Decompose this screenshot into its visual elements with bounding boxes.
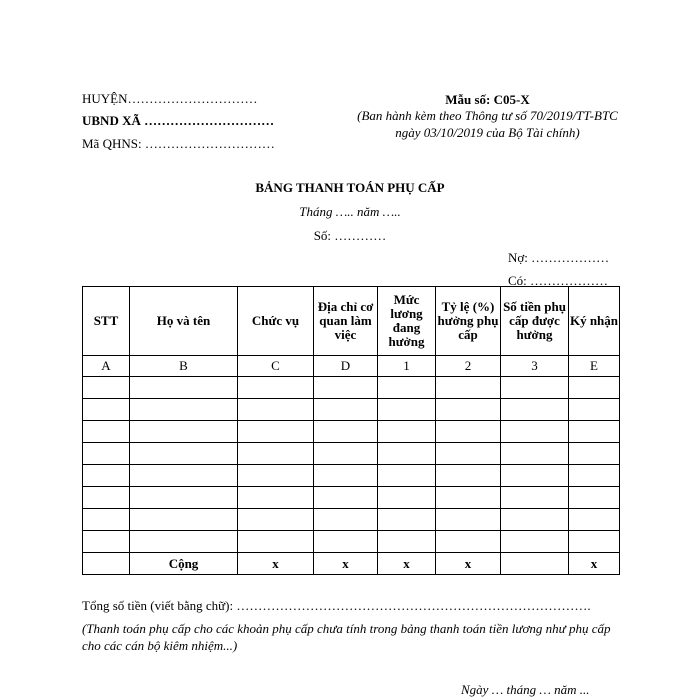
table-cell[interactable]	[314, 421, 378, 443]
table-cell[interactable]	[569, 421, 620, 443]
total-cell: x	[436, 553, 501, 575]
month-year-line: Tháng ….. năm …..	[299, 204, 401, 219]
table-cell[interactable]	[83, 531, 130, 553]
debit-account: Nợ: ………………	[508, 250, 610, 265]
column-code: E	[569, 356, 620, 377]
footnote: (Thanh toán phụ cấp cho các khoản phụ cấp chưa tính trong bảng thanh toán tiền lương như phụ cấp cho các cán bộ kiêm nhiệm...)	[82, 621, 611, 653]
table-cell[interactable]	[130, 531, 238, 553]
date-line: Ngày … tháng … năm ...	[461, 682, 590, 697]
table-cell[interactable]	[501, 377, 569, 399]
table-cell[interactable]	[501, 509, 569, 531]
table-cell[interactable]	[378, 531, 436, 553]
table-cell[interactable]	[436, 421, 501, 443]
table-cell[interactable]	[378, 421, 436, 443]
table-cell[interactable]	[436, 377, 501, 399]
table-cell[interactable]	[569, 399, 620, 421]
allowance-table	[82, 286, 620, 575]
table-cell[interactable]	[314, 443, 378, 465]
table-row	[83, 377, 620, 399]
table-cell[interactable]	[238, 421, 314, 443]
table-cell[interactable]	[501, 443, 569, 465]
commune-line: UBND XÃ …………………………	[82, 113, 275, 128]
table-cell[interactable]	[501, 487, 569, 509]
total-in-words-line: Tổng số tiền (viết bằng chữ): ……………………………………………………………………….	[82, 598, 591, 613]
table-cell[interactable]	[83, 487, 130, 509]
table-cell[interactable]	[569, 377, 620, 399]
table-cell[interactable]	[130, 421, 238, 443]
district-line: HUYỆN…………………………	[82, 91, 258, 106]
table-cell[interactable]	[314, 399, 378, 421]
table-cell[interactable]	[130, 377, 238, 399]
document-number: Số: …………	[313, 228, 387, 243]
table-cell[interactable]	[378, 487, 436, 509]
table-cell[interactable]	[436, 487, 501, 509]
table-cell[interactable]	[238, 531, 314, 553]
table-cell[interactable]	[378, 509, 436, 531]
table-cell[interactable]	[238, 487, 314, 509]
table-row	[83, 531, 620, 553]
table-cell[interactable]	[83, 443, 130, 465]
column-code: B	[130, 356, 238, 377]
credit-account: Có: ………………	[508, 273, 609, 288]
table-cell[interactable]	[436, 465, 501, 487]
table-cell[interactable]	[83, 465, 130, 487]
table-cell[interactable]	[83, 421, 130, 443]
column-code-row	[83, 356, 620, 377]
column-header: Ký nhận	[569, 287, 620, 356]
table-cell[interactable]	[130, 465, 238, 487]
total-cell: x	[238, 553, 314, 575]
table-cell[interactable]	[238, 443, 314, 465]
table-cell[interactable]	[569, 487, 620, 509]
table-cell[interactable]	[314, 509, 378, 531]
total-cell: x	[314, 553, 378, 575]
table-cell[interactable]	[83, 509, 130, 531]
table-cell[interactable]	[378, 443, 436, 465]
column-header: Họ và tên	[130, 287, 238, 356]
column-header: Địa chỉ cơ quan làm việc	[314, 287, 378, 356]
qhns-line: Mã QHNS: …………………………	[82, 136, 275, 151]
table-row	[83, 443, 620, 465]
table-cell[interactable]	[238, 399, 314, 421]
table-cell[interactable]	[436, 509, 501, 531]
table-cell[interactable]	[378, 399, 436, 421]
table-cell[interactable]	[501, 421, 569, 443]
column-header: STT	[83, 287, 130, 356]
table-cell[interactable]	[238, 509, 314, 531]
table-row	[83, 487, 620, 509]
column-code: A	[83, 356, 130, 377]
column-header: Mức lương đang hưởng	[378, 287, 436, 356]
table-cell[interactable]	[130, 399, 238, 421]
table-cell[interactable]	[314, 377, 378, 399]
table-cell[interactable]	[314, 465, 378, 487]
table-cell[interactable]	[501, 399, 569, 421]
column-code: 1	[378, 356, 436, 377]
table-header-row	[83, 287, 620, 356]
column-header: Chức vụ	[238, 287, 314, 356]
form-number: Mẫu số: C05-X	[445, 92, 530, 107]
table-cell[interactable]	[378, 377, 436, 399]
total-cell	[501, 553, 569, 575]
column-header: Số tiền phụ cấp được hưởng	[501, 287, 569, 356]
column-header: Tỷ lệ (%) hưởng phụ cấp	[436, 287, 501, 356]
table-cell[interactable]	[569, 465, 620, 487]
column-code: C	[238, 356, 314, 377]
table-cell[interactable]	[436, 443, 501, 465]
total-cell	[83, 553, 130, 575]
table-cell[interactable]	[569, 443, 620, 465]
table-cell[interactable]	[83, 399, 130, 421]
table-cell[interactable]	[238, 377, 314, 399]
table-cell[interactable]	[501, 465, 569, 487]
table-row	[83, 465, 620, 487]
table-row	[83, 399, 620, 421]
table-cell[interactable]	[501, 531, 569, 553]
table-cell[interactable]	[314, 531, 378, 553]
column-code: 3	[501, 356, 569, 377]
table-row	[83, 421, 620, 443]
table-cell[interactable]	[314, 487, 378, 509]
column-code: 2	[436, 356, 501, 377]
table-cell[interactable]	[569, 531, 620, 553]
issued-by-note: (Ban hành kèm theo Thông tư số 70/2019/TT-BTC ngày 03/10/2019 của Bộ Tài chính)	[357, 108, 618, 140]
table-cell[interactable]	[130, 443, 238, 465]
total-cell: x	[569, 553, 620, 575]
total-cell: Cộng	[130, 553, 238, 575]
table-cell[interactable]	[130, 509, 238, 531]
table-cell[interactable]	[436, 399, 501, 421]
table-row	[83, 509, 620, 531]
table-cell[interactable]	[83, 377, 130, 399]
document-title: BẢNG THANH TOÁN PHỤ CẤP	[255, 180, 445, 195]
table-cell[interactable]	[569, 509, 620, 531]
table-cell[interactable]	[378, 465, 436, 487]
table-cell[interactable]	[238, 465, 314, 487]
table-cell[interactable]	[436, 531, 501, 553]
column-code: D	[314, 356, 378, 377]
total-row	[83, 553, 620, 575]
total-cell: x	[378, 553, 436, 575]
table-cell[interactable]	[130, 487, 238, 509]
